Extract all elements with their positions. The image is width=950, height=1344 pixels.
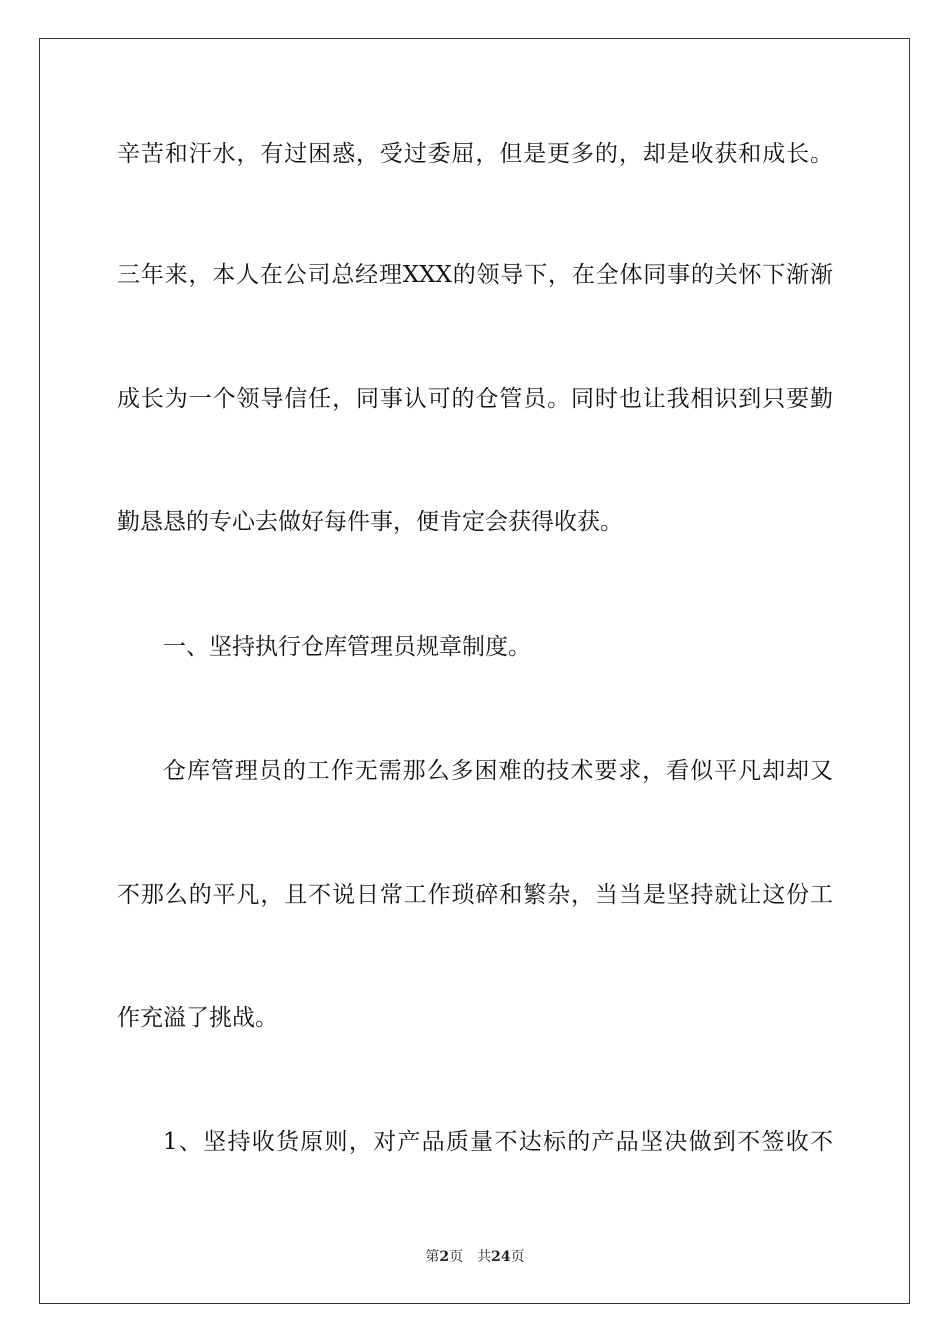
footer-total-suffix: 页 [510, 1249, 525, 1265]
list-item-1: 1、坚持收货原则，对产品质量不达标的产品坚决做到不签收不 [163, 1129, 833, 1155]
body-line-3: 成长为一个领导信任，同事认可的仓管员。同时也让我相识到只要勤 [117, 386, 833, 412]
footer-page-number: 2 [439, 1249, 450, 1265]
body-line-8: 作充溢了挑战。 [117, 1005, 278, 1031]
page-border [39, 38, 910, 1304]
footer-page-suffix: 页 [449, 1249, 464, 1265]
footer-total-pages: 24 [491, 1249, 511, 1265]
body-line-7: 不那么的平凡，且不说日常工作琐碎和繁杂，当当是坚持就让这份工 [117, 882, 833, 908]
body-line-2: 三年来，本人在公司总经理XXX的领导下，在全体同事的关怀下渐渐 [117, 262, 833, 288]
footer-total-prefix: 共 [477, 1249, 492, 1265]
footer-page-prefix: 第 [425, 1249, 440, 1265]
page-footer [0, 1248, 950, 1266]
section-heading: 一、坚持执行仓库管理员规章制度。 [163, 634, 531, 660]
body-line-4: 勤恳恳的专心去做好每件事，便肯定会获得收获。 [117, 509, 623, 535]
body-line-6: 仓库管理员的工作无需那么多困难的技术要求，看似平凡却却又 [163, 758, 833, 784]
body-line-1: 辛苦和汗水，有过困惑，受过委屈，但是更多的，却是收获和成长。 [117, 141, 833, 167]
